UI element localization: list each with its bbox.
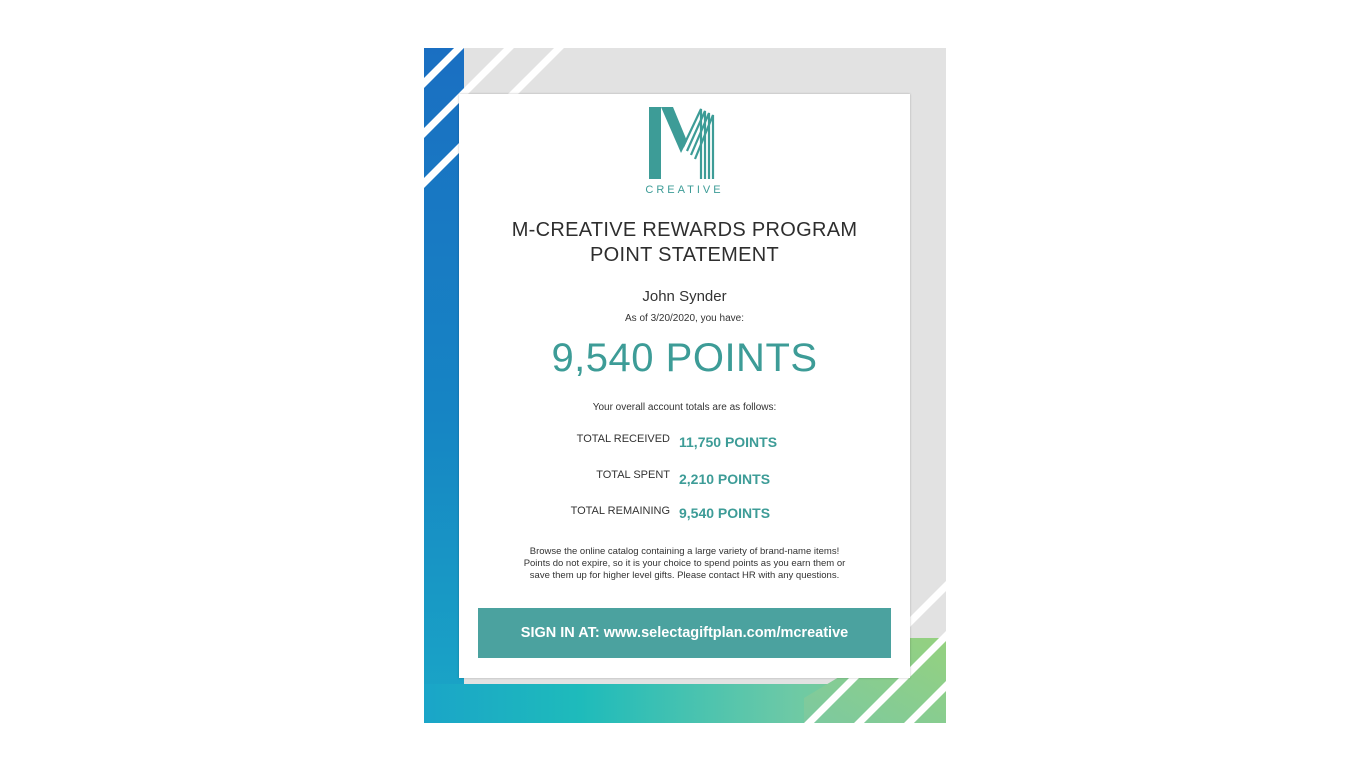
points-balance-headline: 9,540 POINTS <box>551 336 818 380</box>
total-spent-value: 2,210 POINTS <box>679 471 771 487</box>
catalog-info-line: Points do not expire, so it is your choice to spend points as you earn them or <box>523 558 846 569</box>
total-received-value: 11,750 POINTS <box>679 434 778 450</box>
account-totals-intro: Your overall account totals are as follows: <box>592 402 777 413</box>
total-spent-label: TOTAL SPENT <box>596 469 670 481</box>
total-remaining-label: TOTAL REMAINING <box>570 505 670 517</box>
catalog-info-line: Browse the online catalog containing a large variety of brand-name items! <box>529 546 840 557</box>
statement-title-line2: POINT STATEMENT <box>590 244 779 266</box>
total-remaining-value: 9,540 POINTS <box>679 505 771 521</box>
m-creative-logo-icon <box>649 107 717 179</box>
logo-wordmark: CREATIVE <box>645 184 724 196</box>
statement-title-line1: M-CREATIVE REWARDS PROGRAM <box>511 219 858 241</box>
recipient-name: John Synder <box>642 288 727 305</box>
catalog-info-paragraph <box>499 546 870 582</box>
total-received-label: TOTAL RECEIVED <box>576 433 670 445</box>
sign-in-button[interactable]: SIGN IN AT: www.selectagiftplan.com/mcreative <box>478 608 891 658</box>
catalog-info-line: save them up for higher level gifts. Please contact HR with any questions. <box>529 570 840 581</box>
as-of-date-text: As of 3/20/2020, you have: <box>625 313 744 324</box>
statement-card <box>459 94 910 678</box>
